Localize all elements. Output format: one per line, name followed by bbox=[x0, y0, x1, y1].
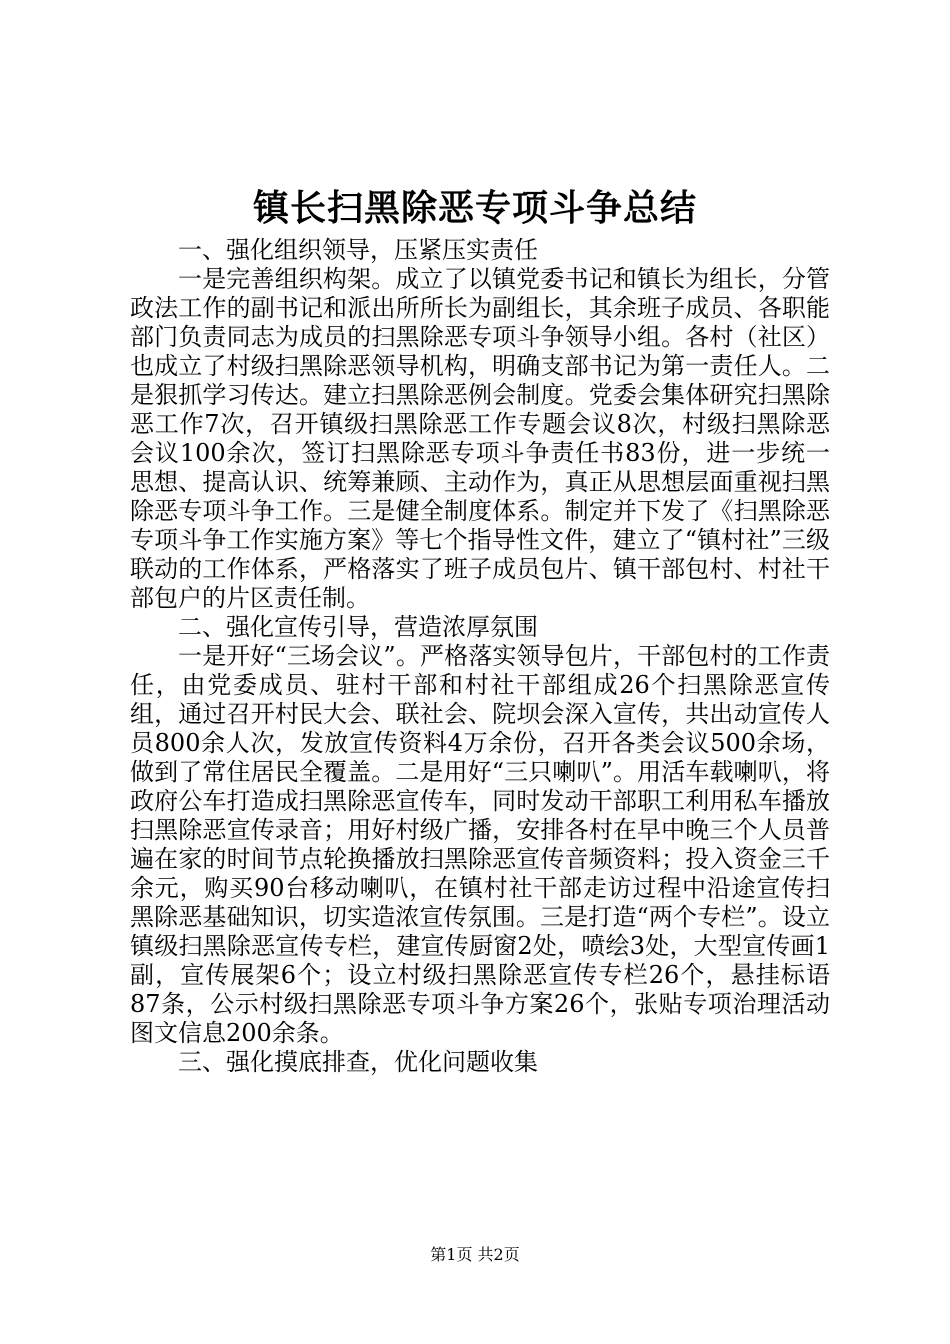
body-paragraph-1: 一是完善组织构架。成立了以镇党委书记和镇长为组长，分管政法工作的副书记和派出所所长为副组长，其余班子成员、各职能部门负责同志为成员的扫黑除恶专项斗争领导小组。各村（社区）也成立了村级扫黑除恶领导机构，明确支部书记为第一责任人。二是狠抓学习传达。建立扫黑除恶例会制度。党委会集体研究扫黑除恶工作7次，召开镇级扫黑除恶工作专题会议8次，村级扫黑除恶会议100余次，签订扫黑除恶专项斗争责任书83份，进一步统一思想、提高认识、统筹兼顾、主动作为，真正从思想层面重视扫黑除恶专项斗争工作。三是健全制度体系。制定并下发了《扫黑除恶专项斗争工作实施方案》等七个指导性文件，建立了“镇村社”三级联动的工作体系，严格落实了班子成员包片、镇干部包村、村社干部包户的片区责任制。 bbox=[130, 265, 830, 612]
page-number-footer: 第1页 共2页 bbox=[430, 1245, 520, 1264]
body-paragraph-2: 一是开好“三场会议”。严格落实领导包片，干部包村的工作责任，由党委成员、驻村干部和村社干部组成26个扫黑除恶宣传组，通过召开村民大会、联社会、院坝会深入宣传，共出动宣传人员800余人次，发放宣传资料4万余份，召开各类会议500余场，做到了常住居民全覆盖。二是用好“三只喇叭”。用活车载喇叭，将政府公车打造成扫黑除恶宣传车，同时发动干部职工利用私车播放扫黑除恶宣传录音；用好村级广播，安排各村在早中晚三个人员普遍在家的时间节点轮换播放扫黑除恶宣传音频资料；投入资金三千余元，购买90台移动喇叭，在镇村社干部走访过程中沿途宣传扫黑除恶基础知识，切实造浓宣传氛围。三是打造“两个专栏”。设立镇级扫黑除恶宣传专栏，建宣传厨窗2处，喷绘3处，大型宣传画1副，宣传展架6个；设立村级扫黑除恶宣传专栏26个，悬挂标语87条，公示村级扫黑除恶专项斗争方案26个，张贴专项治理活动图文信息200余条。 bbox=[130, 642, 830, 1047]
document-title: 镇长扫黑除恶专项斗争总结 bbox=[252, 187, 697, 229]
section-heading-2: 二、强化宣传引导，营造浓厚氛围 bbox=[178, 613, 538, 641]
section-heading-3: 三、强化摸底排查，优化问题收集 bbox=[178, 1048, 538, 1076]
document-body bbox=[130, 236, 830, 1077]
section-heading-1: 一、强化组织领导，压紧压实责任 bbox=[178, 236, 538, 264]
